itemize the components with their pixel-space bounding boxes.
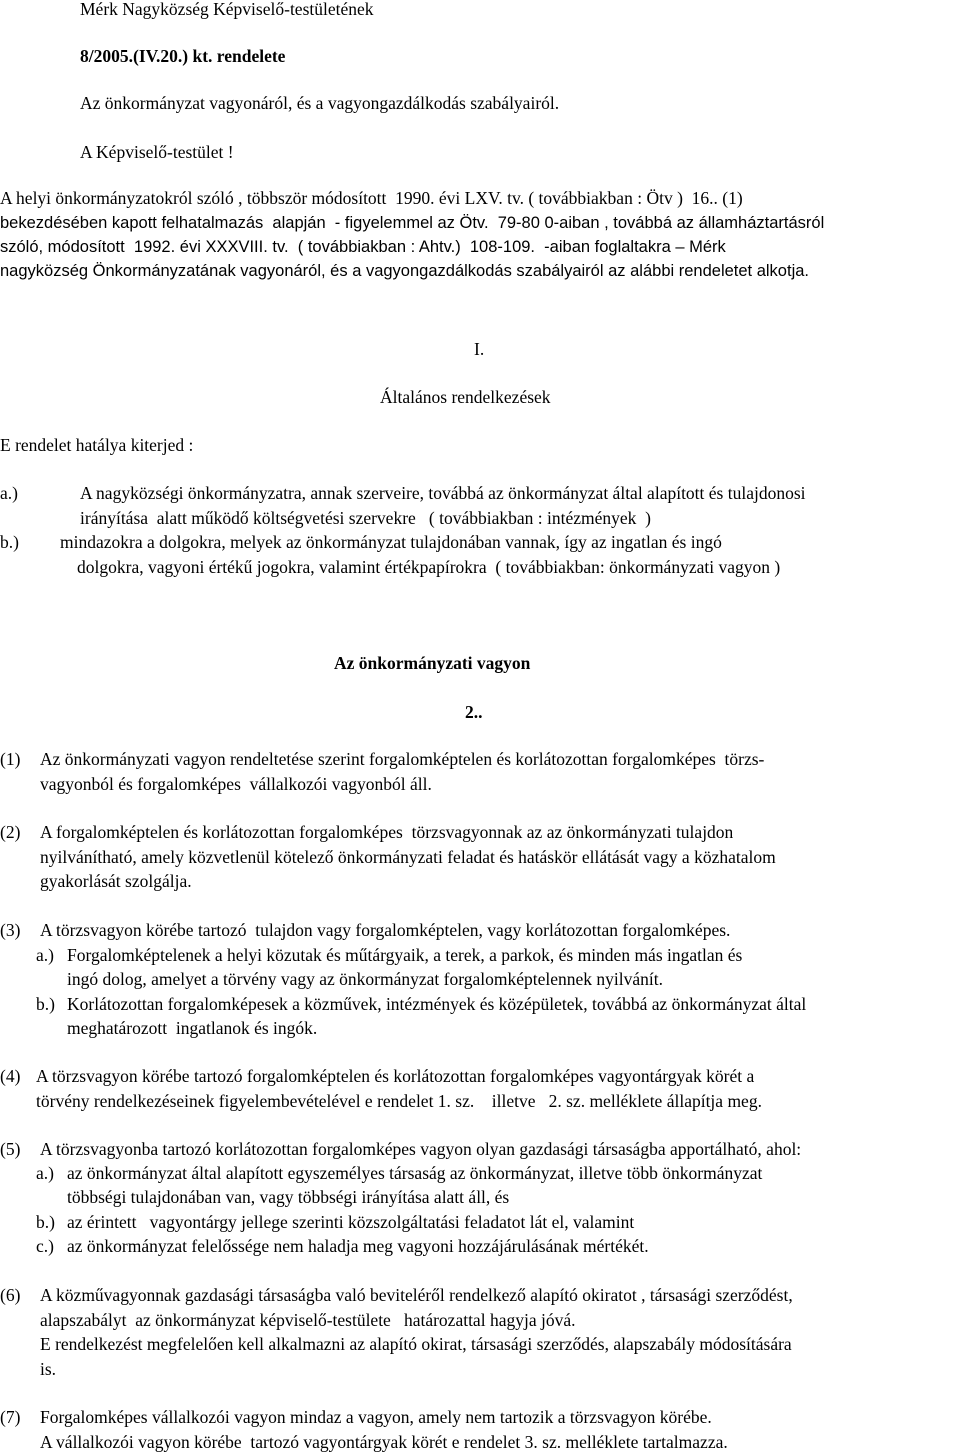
paragraph-line: törvény rendelkezéseinek figyelembevételével e rendelet 1. sz. illetve 2. sz. melléklete állapítja meg. xyxy=(36,1091,762,1111)
scope-item-line: dolgokra, vagyoni értékű jogokra, valamint értékpapírokra ( továbbiakban: önkormányzati vagyon ) xyxy=(77,557,781,577)
paragraph-label: (2) xyxy=(0,822,21,842)
section-number: 2.. xyxy=(465,702,483,722)
paragraph-line: vagyonból és forgalomképes vállalkozói vagyonból áll. xyxy=(40,774,432,794)
paragraph-line: nyilvánítható, amely közvetlenül kötelező önkormányzati feladat és hatáskör ellátását vagy a közhatalom xyxy=(40,847,776,867)
scope-label: E rendelet hatálya kiterjed : xyxy=(0,435,194,455)
scope-item-line: irányítása alatt működő költségvetési szervekre ( továbbiakban : intézmények ) xyxy=(80,508,651,528)
paragraph-label: (6) xyxy=(0,1285,21,1305)
subitem-line: az önkormányzat által alapított egyszemélyes társaság az önkormányzat, illetve több önkormányzat xyxy=(67,1163,763,1183)
paragraph-label: (1) xyxy=(0,749,21,769)
subitem-line: meghatározott ingatlanok és ingók. xyxy=(67,1018,318,1038)
issuer-line: Mérk Nagyközség Képviselő-testületének xyxy=(80,0,374,19)
decree-number: 8/2005.(IV.20.) kt. rendelete xyxy=(80,46,286,66)
paragraph-line: Forgalomképes vállalkozói vagyon mindaz a vagyon, amely nem tartozik a törzsvagyon körébe. xyxy=(40,1407,712,1427)
scope-item-label: a.) xyxy=(0,483,18,503)
preamble-line: szóló, módosított 1992. évi XXXVIII. tv. ( továbbiakban : Ahtv.) 108-109. -aiban foglaltakra – Mérk xyxy=(0,238,726,256)
section-title: Az önkormányzati vagyon xyxy=(334,653,531,673)
paragraph-line: A közművagyonnak gazdasági társaságba való beviteléről rendelkező alapító okiratot , társasági szerződést, xyxy=(40,1285,793,1305)
subitem-line: többségi tulajdonában van, vagy többségi irányítása alatt áll, és xyxy=(67,1187,510,1207)
scope-item-label: b.) xyxy=(0,532,19,552)
subitem-line: Forgalomképtelenek a helyi közutak és műtárgyaik, a terek, a parkok, és minden más ingatlan és xyxy=(67,945,743,965)
paragraph-label: (5) xyxy=(0,1139,21,1159)
paragraph-label: (3) xyxy=(0,920,21,940)
preamble-line: A helyi önkormányzatokról szóló , többször módosított 1990. évi LXV. tv. ( továbbiakban : Ötv ) 16.. (1) xyxy=(0,188,743,208)
subitem-label: b.) xyxy=(36,1212,55,1232)
subitem-label: a.) xyxy=(36,945,54,965)
scope-item-line: mindazokra a dolgokra, melyek az önkormányzat tulajdonában vannak, így az ingatlan és ingó xyxy=(60,532,722,552)
preamble-line: nagyközség Önkormányzatának vagyonáról, és a vagyongazdálkodás szabályairól az alábbi rendeletet alkotja. xyxy=(0,262,809,280)
subitem-line: ingó dolog, amelyet a törvény vagy az önkormányzat forgalomképtelennek nyilvánít. xyxy=(67,969,663,989)
paragraph-line: A törzsvagyon körébe tartozó tulajdon vagy forgalomképtelen, vagy korlátozottan forgalomképes. xyxy=(40,920,731,940)
paragraph-line: A forgalomképtelen és korlátozottan forgalomképes törzsvagyonnak az az önkormányzati tulajdon xyxy=(40,822,734,842)
subitem-label: a.) xyxy=(36,1163,54,1183)
preamble-line: bekezdésében kapott felhatalmazás alapján - figyelemmel az Ötv. 79-80 0-aiban , továbbá az államháztartásról xyxy=(0,214,825,232)
paragraph-line: gyakorlását szolgálja. xyxy=(40,871,192,891)
decree-title: Az önkormányzat vagyonáról, és a vagyongazdálkodás szabályairól. xyxy=(80,93,560,113)
subitem-line: az érintett vagyontárgy jellege szerinti közszolgáltatási feladatot lát el, valamint xyxy=(67,1212,635,1232)
subitem-label: b.) xyxy=(36,994,55,1014)
paragraph-line: A vállalkozói vagyon körébe tartozó vagyontárgyak körét e rendelet 3. sz. melléklete tartalmazza. xyxy=(40,1432,728,1452)
paragraph-line: E rendelkezést megfelelően kell alkalmazni az alapító okirat, társasági szerződés, alapszabály módosítására xyxy=(40,1334,792,1354)
paragraph-line: A törzsvagyonba tartozó korlátozottan forgalomképes vagyon olyan gazdasági társaságba apportálható, ahol: xyxy=(40,1139,802,1159)
body-intro: A Képviselő-testület ! xyxy=(80,142,234,162)
paragraph-line: A törzsvagyon körébe tartozó forgalomképtelen és korlátozottan forgalomképes vagyontárgyak körét a xyxy=(36,1066,755,1086)
paragraph-line: Az önkormányzati vagyon rendeltetése szerint forgalomképtelen és korlátozottan forgalomképes törzs- xyxy=(40,749,765,769)
subitem-label: c.) xyxy=(36,1236,54,1256)
subitem-line: az önkormányzat felelőssége nem haladja meg vagyoni hozzájárulásának mértékét. xyxy=(67,1236,649,1256)
paragraph-label: (4) xyxy=(0,1066,21,1086)
subitem-line: Korlátozottan forgalomképesek a közművek, intézmények és középületek, továbbá az önkormányzat által xyxy=(67,994,807,1014)
paragraph-label: (7) xyxy=(0,1407,21,1427)
chapter-number: I. xyxy=(474,339,485,359)
paragraph-line: alapszabályt az önkormányzat képviselő-testülete határozattal hagyja jóvá. xyxy=(40,1310,576,1330)
chapter-title: Általános rendelkezések xyxy=(380,387,551,407)
scope-item-line: A nagyközségi önkormányzatra, annak szerveire, továbbá az önkormányzat által alapított és tulajdonosi xyxy=(80,483,806,503)
paragraph-line: is. xyxy=(40,1359,57,1379)
